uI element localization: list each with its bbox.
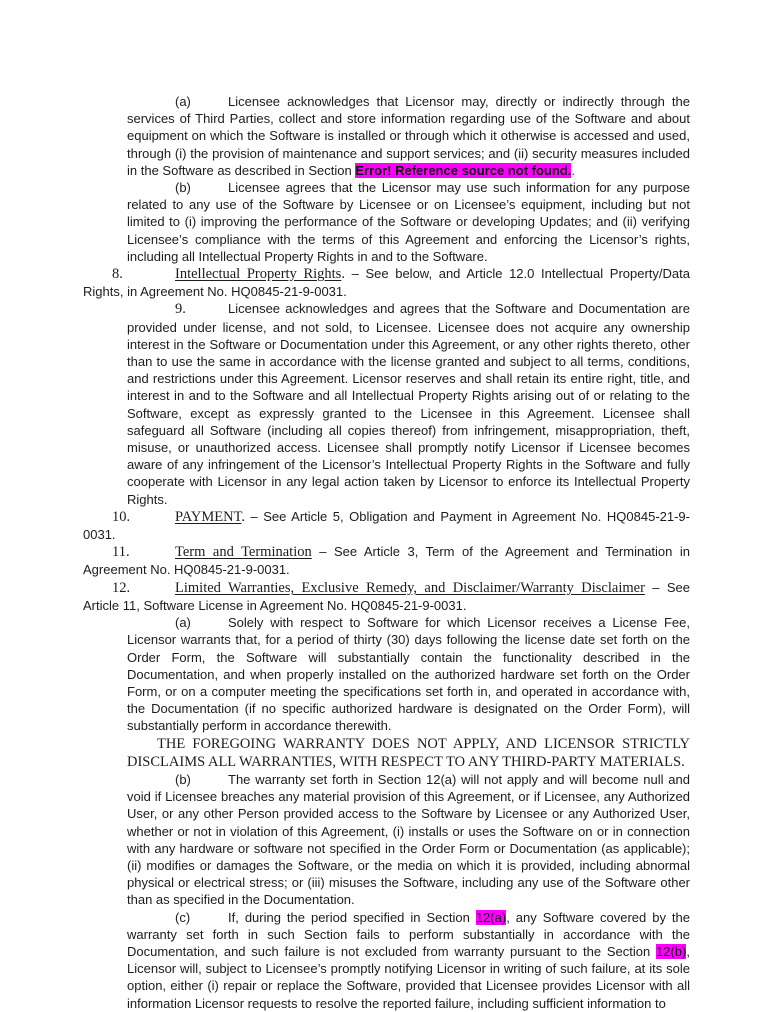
paragraph-number: 12. <box>112 579 131 596</box>
paragraph-number: (c) <box>175 909 191 925</box>
text-run: – See Article 5, Obligation and Payment in Agreement No. HQ0845-21-9-0031. <box>83 508 690 543</box>
section-10-payment <box>83 508 690 543</box>
para-a-data-collection <box>127 93 690 179</box>
section-11-term-and-termination <box>83 543 690 578</box>
text-run: – See Article 11, Software License in Agreement No. HQ0845-21-9-0031. <box>83 579 691 613</box>
text-run: . <box>571 162 575 178</box>
highlight-run: 12(b) <box>656 943 687 959</box>
paragraph-number: 8. <box>112 266 123 283</box>
paragraph-number: 10. <box>112 508 131 525</box>
para-12b-warranty-void <box>127 771 690 909</box>
paragraph-number: 11. <box>112 544 130 561</box>
text-run: . <box>341 266 345 283</box>
section-12-limited-warranties <box>83 579 690 614</box>
document-body <box>83 93 690 1012</box>
para-12a-limited-warranty <box>127 614 690 734</box>
section-heading: Limited Warranties, Exclusive Remedy, and Disclaimer/Warranty Disclaimer <box>175 579 645 596</box>
section-heading: Intellectual Property Rights <box>175 266 342 283</box>
text-run: Solely with respect to Software for which Licensor receives a License Fee, Licensor warrants that, for a period of thirty (30) days following the license date set forth on the Order Form, the Software will substantially contain the functionality described in the Documentation, and when properly installed on the authorized hardware set forth on the Order Form, or on a computer meeting the specifications set forth in, and operated in accordance with, the Documentation (if no specific authorized hardware is designated on the Order Form), will substantially perform in accordance therewith. <box>127 615 690 734</box>
text-run: If, during the period specified in Section <box>228 909 476 925</box>
paragraph-number: (b) <box>175 771 191 787</box>
text-run: Licensee acknowledges that Licensor may, directly or indirectly through the services of Third Parties, collect and store information regarding use of the Software and about equipment on which the Software is installed or through which it otherwise is accessed and used, through (i) the provision of maintenance and support services; and (ii) security measures included in the Software as described in Section <box>127 94 690 178</box>
text-run: – See below, and Article 12.0 Intellectual Property/Data Rights, in Agreement No. HQ0845-21-9-0031. <box>83 266 690 300</box>
section-8-intellectual-property-rights <box>83 265 690 300</box>
text-run: Licensee agrees that the Licensor may use such information for any purpose related to any use of the Software by Licensee or on Licensee’s equipment, including but not limited to (i) improving the performance of the Software or developing Updates; and (ii) verifying Licensee’s compliance with the terms of this Agreement and enforcing the Licensor’s rights, including all Intellectual Property Rights in and to the Software. <box>127 180 690 264</box>
highlight-run: Error! Reference source not found. <box>355 162 572 178</box>
text-run: . <box>241 508 245 525</box>
paragraph-number: (a) <box>175 94 191 109</box>
section-heading: Term and Termination <box>175 544 312 561</box>
text-run: The warranty set forth in Section 12(a) will not apply and will become null and void if Licensee breaches any material provision of this Agreement, or if Licensee, any Authorized User, or any other Person provided access to the Software by Licensee or any Authorized User, whether or not in violation of this Agreement, (i) installs or uses the Software on or in connection with any hardware or software not specified in the Order Form or Documentation (as applicable); (ii) modifies or damages the Software, or the media on which it is provided, including abnormal physical or electrical stress; or (iii) misuses the Software, including any use of the Software other than as specified in the Documentation. <box>127 771 690 908</box>
text-run: , any Software covered by the warranty set forth in such Section fails to perform substantially in accordance with the Documentation, and such failure is not excluded from warranty pursuant to the Section <box>127 909 691 959</box>
text-run: , Licensor will, subject to Licensee’s promptly notifying Licensor in writing of such failure, at its sole option, either (i) repair or replace the Software, provided that Licensee provides Licensor with all information Licensor requests to resolve the reported failure, including sufficient information to <box>127 943 690 1011</box>
section-heading: PAYMENT <box>175 508 242 525</box>
para-12c-remedy <box>127 909 690 1012</box>
paragraph-number: (b) <box>175 180 191 196</box>
text-run: Licensee acknowledges and agrees that the Software and Documentation are provided under license, and not sold, to Licensee. Licensee does not acquire any ownership interest in the Software or Documentation under this Agreement, or any other rights thereto, other than to use the same in accordance with the license granted and subject to all terms, conditions, and restrictions under this Agreement. Licensor reserves and shall retain its entire right, title, and interest in and to the Software and all Intellectual Property Rights arising out of or relating to the Software, except as expressly granted to the Licensee in this Agreement. Licensee shall safeguard all Software (including all copies thereof) from infringement, misappropriation, theft, misuse, or unauthorized access. Licensee shall promptly notify Licensor if Licensee becomes aware of any infringement of the Licensor’s Intellectual Property Rights in the Software and fully cooperate with Licensor in any legal action taken by Licensor to enforce its Intellectual Property Rights. <box>127 301 690 507</box>
text-run: THE FOREGOING WARRANTY DOES NOT APPLY, AND LICENSOR STRICTLY DISCLAIMS ALL WARRANTIES, WITH RESPECT TO ANY THIRD-PARTY MATERIALS. <box>127 735 690 770</box>
section-9-license-not-sale <box>127 300 690 507</box>
text-run: – See Article 3, Term of the Agreement and Termination in Agreement No. HQ0845-21-9-0031. <box>83 544 690 578</box>
paragraph-number: (a) <box>175 615 191 631</box>
para-b-information-use <box>127 179 690 265</box>
paragraph-number: 9. <box>175 301 186 318</box>
para-warranty-disclaimer-caps <box>127 735 690 771</box>
highlight-run: 12(a) <box>475 909 507 925</box>
